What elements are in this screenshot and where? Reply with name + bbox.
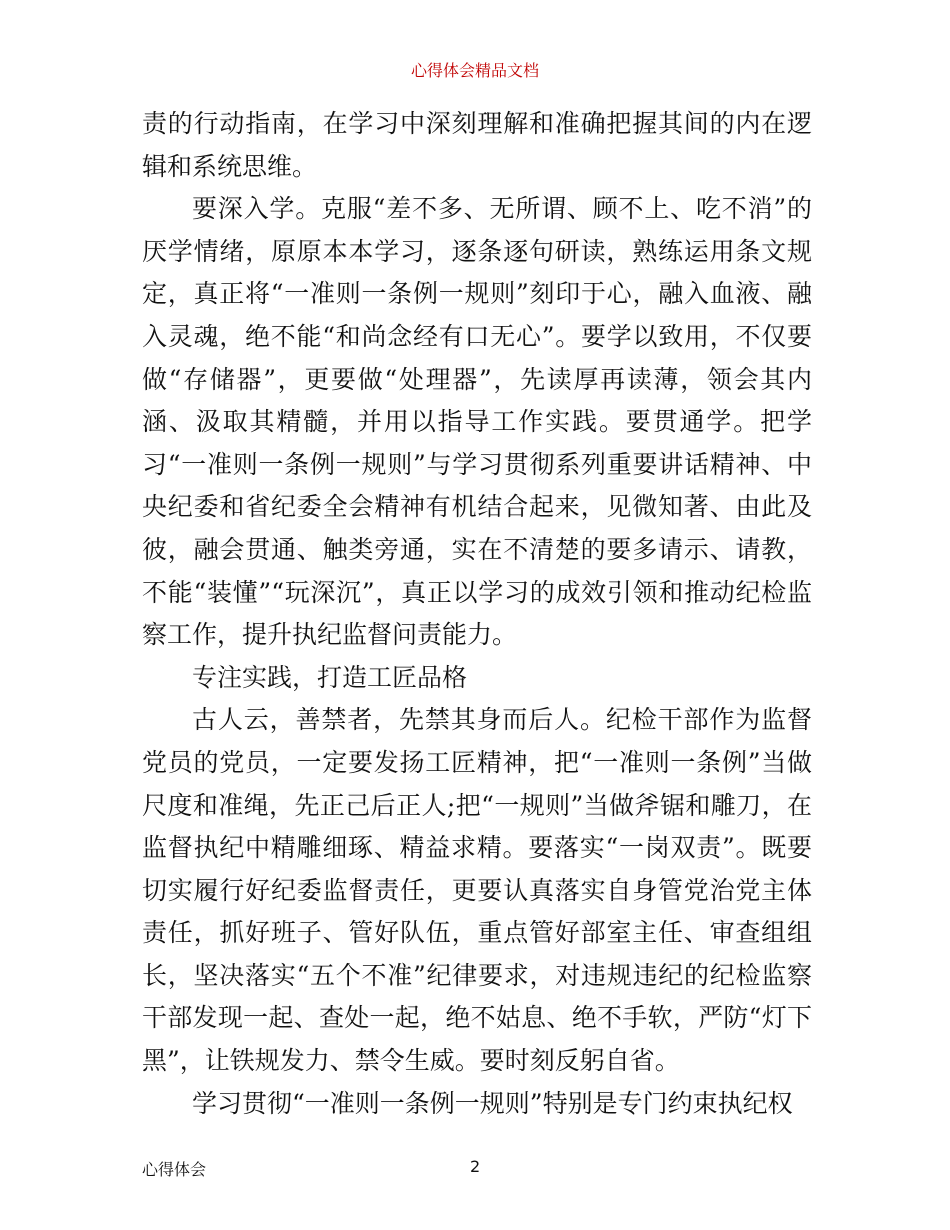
paragraph-closing: 学习贯彻“一准则一条例一规则”特别是专门约束执纪权 bbox=[192, 1088, 793, 1118]
footer-label: 心得体会 bbox=[142, 1160, 207, 1179]
paragraph-deep-study: 要深入学。克服“差不多、无所谓、顾不上、吃不消”的厌学情绪，原原本本学习，逐条逐句研读，熟练运用条文规定，真正将“一准则一条例一规则”刻印于心，融入血液、融入灵魂，绝不能“和尚念经有口无心”。要学以致用，不仅要做“存储器”，更要做“处理器”，先读厚再读薄，领会其内涵、汲取其精髓，并用以指导工作实践。要贯通学。把学习“一准则一条例一规则”与学习贯彻系列重要讲话精神、中央纪委和省纪委全会精神有机结合起来，见微知著、由此及彼，融会贯通、触类旁通，实在不清楚的要多请示、请教，不能“装懂”“玩深沉”，真正以学习的成效引领和推动纪检监察工作，提升执纪监督问责能力。 bbox=[142, 194, 812, 650]
document-body bbox=[142, 103, 812, 1125]
section-heading: 专注实践，打造工匠品格 bbox=[192, 662, 468, 692]
paragraph-continuation: 责的行动指南，在学习中深刻理解和准确把握其间的内在逻辑和系统思维。 bbox=[142, 109, 812, 181]
paragraph-practice: 古人云，善禁者，先禁其身而后人。纪检干部作为监督党员的党员，一定要发扬工匠精神，把“一准则一条例”当做尺度和准绳，先正己后正人;把“一规则”当做斧锯和雕刀，在监督执纪中精雕细琢、精益求精。要落实“一岗双责”。既要切实履行好纪委监督责任，更要认真落实自身管党治党主体责任，抓好班子、管好队伍，重点管好部室主任、审查组组长，坚决落实“五个不准”纪律要求，对违规违纪的纪检监察干部发现一起、查处一起，绝不姑息、绝不手软，严防“灯下黑”，让铁规发力、禁令生威。要时刻反躬自省。 bbox=[142, 705, 812, 1076]
page-number: 2 bbox=[470, 1157, 481, 1176]
page-footer bbox=[142, 1157, 812, 1179]
page-header-title: 心得体会精品文档 bbox=[410, 61, 539, 80]
